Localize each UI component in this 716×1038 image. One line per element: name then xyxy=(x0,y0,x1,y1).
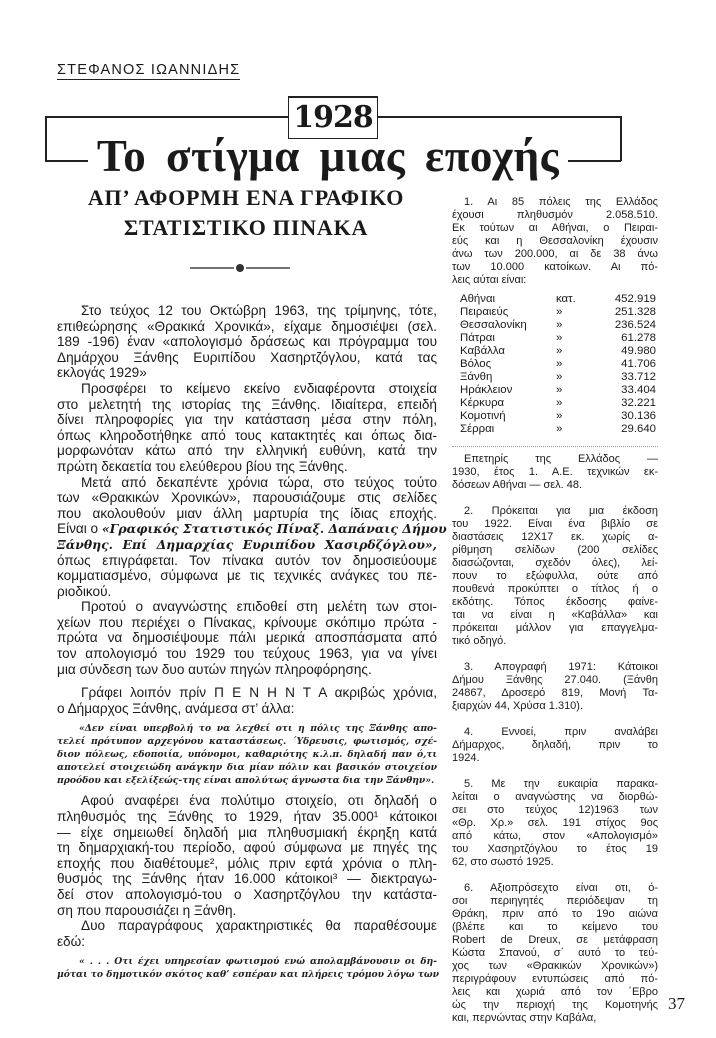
city-population-table xyxy=(460,293,656,436)
text-line: Θράκη, πριν από το 19ο αιώνα xyxy=(452,908,658,920)
text-line: εκλογάς 1929» xyxy=(57,365,147,381)
text-line: 5. Με την ευκαιρία παρακα- xyxy=(464,778,658,790)
quote-line: προόδου και εξελίξεώς-της είναι απολύτως άγνωστα δια την Ξάνθην». xyxy=(57,775,435,787)
table-title-quote: Ξάνθης. Επί Δημαρχίας Ευριπίδου Χασιρδζόγλου», xyxy=(57,536,437,552)
text-line: λεις και χωριά από τον ΄Εβρο xyxy=(452,986,658,998)
paragraph xyxy=(57,793,437,918)
text-line: — είχε σημειωθεί δηλαδή μια πληθυσμιακή έκρηξη κατά xyxy=(57,824,437,840)
table-row xyxy=(460,410,656,423)
text-line: του 1922. Είναι ένα βιβλίο σε xyxy=(452,518,658,530)
paragraph xyxy=(57,685,437,716)
text-line: λεις αύται είναι: xyxy=(452,274,527,286)
text-line: ριοδικού. xyxy=(57,583,112,599)
city-name: Σέρραι xyxy=(460,423,495,435)
text-line: Αφού αναφέρει ένα πολύτιμο στοιχείο, οτι δηλαδή ο xyxy=(81,793,437,809)
dotted-separator xyxy=(452,446,658,447)
footnote-4 xyxy=(452,726,658,765)
main-column xyxy=(57,303,447,987)
subtitle-line: ΑΠ’ ΑΦΟΡΜΗ ΕΝΑ ΓΡΑΦΙΚΟ xyxy=(87,185,405,210)
author-name: ΣΤΕΦΑΝΟΣ ΙΩΑΝΝΙΔΗΣ xyxy=(57,62,241,78)
text-line: τον απολογισμό του 1929 του τεύχους 1963, για να γίνει xyxy=(57,646,437,662)
footnote-1 xyxy=(452,196,658,287)
city-value: 33.712 xyxy=(621,371,656,383)
city-value: 61.278 xyxy=(621,332,656,344)
text-line: 1924. xyxy=(452,752,480,764)
text-line: δόσεων Αθήναι — σελ. 48. xyxy=(452,479,583,491)
city-unit: » xyxy=(556,371,563,383)
city-unit: κατ. xyxy=(556,293,576,305)
text-line: των «Θρακικών Χρονικών», παρουσιάζουμε στις σελίδες xyxy=(57,490,437,506)
table-row xyxy=(460,345,656,358)
text-line: πρώτη δεκαετία του ελεύθερου βίου της Ξάνθης. xyxy=(57,458,348,474)
paragraph xyxy=(57,918,437,949)
text-line: έχουσι πληθυσμόν 2.058.510. xyxy=(452,209,658,221)
text-line: ώς την περιοχή της Κομοτηνής xyxy=(452,999,658,1011)
text-line: εκδότης. Τόπος έκδοσης φαίνε- xyxy=(452,596,658,608)
text-line: ση που παρουσιάζει η Ξάνθη. xyxy=(57,902,237,918)
city-value: 30.136 xyxy=(621,410,656,422)
block-quote xyxy=(57,722,437,787)
text-span: Είναι ο xyxy=(57,521,102,537)
text-line: 1930, έτος 1. Α.Ε. τεχνικών εκ- xyxy=(452,466,658,478)
city-unit: » xyxy=(556,397,563,409)
text-line: πρόκειται μάλλον για επαγγελμα- xyxy=(452,622,658,634)
city-value: 251.328 xyxy=(614,306,656,318)
text-line: διασώζονται, σχεδόν όλες), λεί- xyxy=(452,557,658,569)
footnote-2 xyxy=(452,505,658,648)
text-line: 6. Αξιοπρόσεχτο είναι οτι, ό- xyxy=(464,882,658,894)
paragraph xyxy=(57,381,437,475)
city-unit: » xyxy=(556,423,563,435)
table-row xyxy=(460,293,656,306)
city-value: 452.919 xyxy=(614,293,656,305)
text-line: που ακολουθούν μιαν άλλη μαρτυρία της ίδιας εποχής. xyxy=(57,505,437,521)
quote-line: «Δεν είναι υπερβολή το να λεχθεί οτι η πόλις της Ξάνθης απο- xyxy=(79,723,437,735)
text-line: χος των «Θρακικών Χρονικών») xyxy=(452,960,658,972)
frame-rule-left xyxy=(45,116,47,161)
text-line: ται να είναι η «Καβάλλα» και xyxy=(452,609,658,621)
city-name: Καβάλλα xyxy=(460,345,505,357)
text-line: από κάτω, στον «Απολογισμό» xyxy=(452,830,658,842)
text-line: Προτού ο αναγνώστης επιδοθεί στη μελέτη των στοι- xyxy=(81,599,437,615)
text-line: πουθενά προκύπτει ο τίτλος ή ο xyxy=(452,583,658,595)
frame-rule-right xyxy=(620,116,622,161)
city-unit: » xyxy=(556,410,563,422)
city-name: Θεσσαλονίκη xyxy=(460,319,527,331)
text-line: Γράφει λοιπόν πρίν Π Ε Ν Η Ν Τ Α ακριβώς χρόνια, xyxy=(81,685,437,701)
city-unit: » xyxy=(556,345,563,357)
city-unit: » xyxy=(556,332,563,344)
text-line: πουν το εξώφυλλα, ούτε από xyxy=(452,570,658,582)
text-line: χείων που περιέχει ο Πίνακας, κρίνουμε σκόπιμο πρώτα - xyxy=(57,614,437,630)
city-value: 29.640 xyxy=(621,423,656,435)
text-line: κομματιασμένο, σύμφωνα με τις τεχνικές ανάγκες του πε- xyxy=(57,568,437,584)
city-unit: » xyxy=(556,384,563,396)
city-unit: » xyxy=(556,306,563,318)
text-line: 3. Απογραφή 1971: Κάτοικοι xyxy=(464,661,658,673)
text-line: 1. Αι 85 πόλεις της Ελλάδος xyxy=(464,196,658,208)
table-title-quote: «Γραφικός Στατιστικός Πίναξ. Δαπάναις Δήμου xyxy=(101,521,447,537)
quote-line: μόται το δημοτικόν σκότος καθ’ εσπέραν και πλήρεις τρόμου λόγω των xyxy=(57,969,440,981)
city-name: Κέρκυρα xyxy=(460,397,505,409)
text-line: άνω των 200.000, αι δε 38 άνω xyxy=(452,248,658,260)
text-line: και, περνώντας στην Καβάλα, xyxy=(452,1012,597,1024)
text-line: Δυο παραγράφους χαρακτηριστικές θα παραθέσουμε xyxy=(81,918,437,934)
text-line: Στο τεύχος 12 του Οκτώβρη 1963, της τρίμηνης, τότε, xyxy=(81,303,437,318)
text-line: μορφωνόταν κάτω από την ελληνική ευθύνη, κατά την xyxy=(57,443,437,459)
ornament-divider xyxy=(190,263,290,273)
text-line: στο μελετητή της ιστορίας της Ξάνθης. Ιδιαίτερα, επειδή xyxy=(57,396,437,412)
table-row xyxy=(460,423,656,436)
quote-line: διον πόλεως, εδοποιία, υπόνομοι, καθαριότης κ.λ.π. δηλαδή παν ό,τι xyxy=(57,749,437,761)
text-line: 2. Πρόκειται για μια έκδοση xyxy=(464,505,658,517)
footnote-5 xyxy=(452,778,658,869)
text-line: μια σύνδεση των δυο αυτών πηγών πληροφόρησης. xyxy=(57,661,372,677)
page-title: Το στίγμα μιας εποχής xyxy=(96,131,560,181)
text-line: Προσφέρει το κείμενο εκείνο ενδιαφέροντα στοιχεία xyxy=(81,380,437,396)
city-name: Βόλος xyxy=(460,358,492,370)
table-row xyxy=(460,371,656,384)
text-line: Μετά από δεκαπέντε χρόνια τώρα, στο τεύχος τούτο xyxy=(81,474,437,490)
text-line: δεί στον απολογισμό-του ο Χασηρτζόγλου την κατάστα- xyxy=(57,887,437,902)
text-line: ρίθμηση σελίδων (200 σελίδες xyxy=(452,544,658,556)
text-line: (βλέπε και το κείμενο του xyxy=(452,921,658,933)
paragraph xyxy=(57,474,447,600)
text-line: πληθυσμός της Ξάνθης το 1929, ήταν 35.000¹ κάτοικοι xyxy=(57,809,437,825)
text-line: λείται ο αναγνώστης να διορθώ- xyxy=(452,791,658,803)
city-value: 49.980 xyxy=(621,345,656,357)
text-line: σοι περιηγητές περιόδεψαν τη xyxy=(452,895,658,907)
city-unit: » xyxy=(556,358,563,370)
text-line: 62, στο σωστό 1925. xyxy=(452,856,554,868)
text-line: διαστάσεις 12Χ17 εκ. χωρίς α- xyxy=(452,531,658,543)
city-value: 33.404 xyxy=(621,384,656,396)
text-line: του Χασηρτζόγλου το έτος 19 xyxy=(452,843,658,855)
frame-rule-top-left xyxy=(45,116,288,118)
text-line: σει στο τεύχος 12)1963 των xyxy=(452,804,658,816)
footnote-source xyxy=(452,453,658,492)
frame-rule-bottom-right xyxy=(568,160,621,162)
city-name: Κομοτινή xyxy=(460,410,506,422)
text-line: επιθεώρησης «Θρακικά Χρονικά», είχαμε δημοσιέψει (σελ. xyxy=(57,318,437,334)
text-line: 189 -196) έναν «απολογισμό δράσεως και πρόγραμμα του xyxy=(57,334,437,350)
text-line: τικό οδηγό. xyxy=(452,635,507,647)
text-line: όπως επιγράφεται. Τον πίνακα αυτόν τον δημοσιεύουμε xyxy=(57,552,437,568)
text-line: Robert de Dreux, σε μετάφραση xyxy=(452,934,658,946)
text-line: Δήμαρχος, δηλαδή, πριν το xyxy=(452,739,658,751)
text-line: εύς και η Θεσσαλονίκη έχουσιν xyxy=(452,235,658,247)
text-line xyxy=(57,521,447,537)
footnote-6 xyxy=(452,882,658,1025)
city-value: 41.706 xyxy=(621,358,656,370)
city-name: Πειραιεύς xyxy=(460,306,509,318)
footnote-3 xyxy=(452,661,658,713)
frame-rule-top-right xyxy=(378,116,621,118)
text-line: εποχής που διαθέτουμε², μόλις πριν εφτά χρόνια ο πλη- xyxy=(57,855,437,871)
city-name: Πάτραι xyxy=(460,332,495,344)
footnotes-column xyxy=(452,196,658,1038)
city-name: Αθήναι xyxy=(460,293,496,305)
text-line: Δημάρχου Ξάνθης Ευριπίδου Χασηρτζόγλου, κατά τας xyxy=(57,349,437,365)
text-line: εδώ: xyxy=(57,933,86,949)
table-row xyxy=(460,319,656,332)
city-name: Ηράκλειον xyxy=(460,384,513,396)
text-line: δίνει πληροφορίες για την κατάσταση μέσα στην πόλη, xyxy=(57,412,437,428)
text-line: θυσμός της Ξάνθης ήταν 16.000 κάτοικοι³ — διεκτραγω- xyxy=(57,871,437,887)
city-value: 236.524 xyxy=(614,319,656,331)
text-line: όπως κληροδοτήθηκε από τους κατακτητές και όπως δια- xyxy=(57,427,437,443)
subtitle-line: ΣΤΑΤΙΣΤΙΚΟ ΠΙΝΑΚΑ xyxy=(123,215,369,240)
frame-rule-bottom-left xyxy=(45,160,88,162)
text-line: Εκ τούτων αι Αθήναι, ο Πειραι- xyxy=(452,222,658,234)
text-line: Κώστα Σπανού, σ΄ αυτό το τεύ- xyxy=(452,947,658,959)
paragraph xyxy=(57,303,437,381)
text-line: περιγράφουν εντυπώσεις από πό- xyxy=(452,973,658,985)
city-unit: » xyxy=(556,319,563,331)
table-row xyxy=(460,332,656,345)
text-line: «Θρ. Χρ.» σελ. 191 στίχος 9ος xyxy=(452,817,658,829)
text-line: ο Δήμαρχος Ξάνθης, ανάμεσα στ’ άλλα: xyxy=(57,700,295,716)
city-name: Ξάνθη xyxy=(460,371,493,383)
text-line: 24867, Δροσερό 819, Μονή Τα- xyxy=(452,687,658,699)
city-value: 32.221 xyxy=(621,397,656,409)
table-row xyxy=(460,397,656,410)
block-quote xyxy=(57,955,440,981)
paragraph xyxy=(57,599,437,677)
text-line: Δήμου Ξάνθης 27.040. (Ξάνθη xyxy=(452,674,658,686)
quote-line: τελεί πρότυπον αρχεγόνου καταστάσεως. ΄Υδρευσις, φωτισμός, σχέ- xyxy=(57,736,437,748)
text-line: των 10.000 κατοίκων. Αι πό- xyxy=(452,261,658,273)
table-row xyxy=(460,358,656,371)
quote-line: αποτελεί στοιχειώδη ανάγκην δια μίαν πόλιν και βασικόν στοιχείον xyxy=(57,762,437,774)
text-line: τη δημαρχιακή-του περίοδο, αφού σύμφωνα με πηγές της xyxy=(57,840,437,856)
page-number: 37 xyxy=(668,994,685,1013)
table-row xyxy=(460,384,656,397)
text-line: 4. Εννοεί, πριν αναλάβει xyxy=(464,726,658,738)
text-line: ξιαρχών 44, Χρύσα 1.310). xyxy=(452,700,584,712)
table-row xyxy=(460,306,656,319)
year-box: 1928 xyxy=(288,96,378,139)
quote-line: « . . . Οτι έχει υπηρεσίαν φωτισμού ενώ απολαμβάνουσιν οι δη- xyxy=(79,956,437,968)
text-line: πρώτα να δημοσιέψουμε πάλι μερικά αποσπάσματα από xyxy=(57,630,437,646)
text-line: Επετηρίς της Ελλάδος — xyxy=(464,453,658,465)
subtitle xyxy=(60,183,432,243)
